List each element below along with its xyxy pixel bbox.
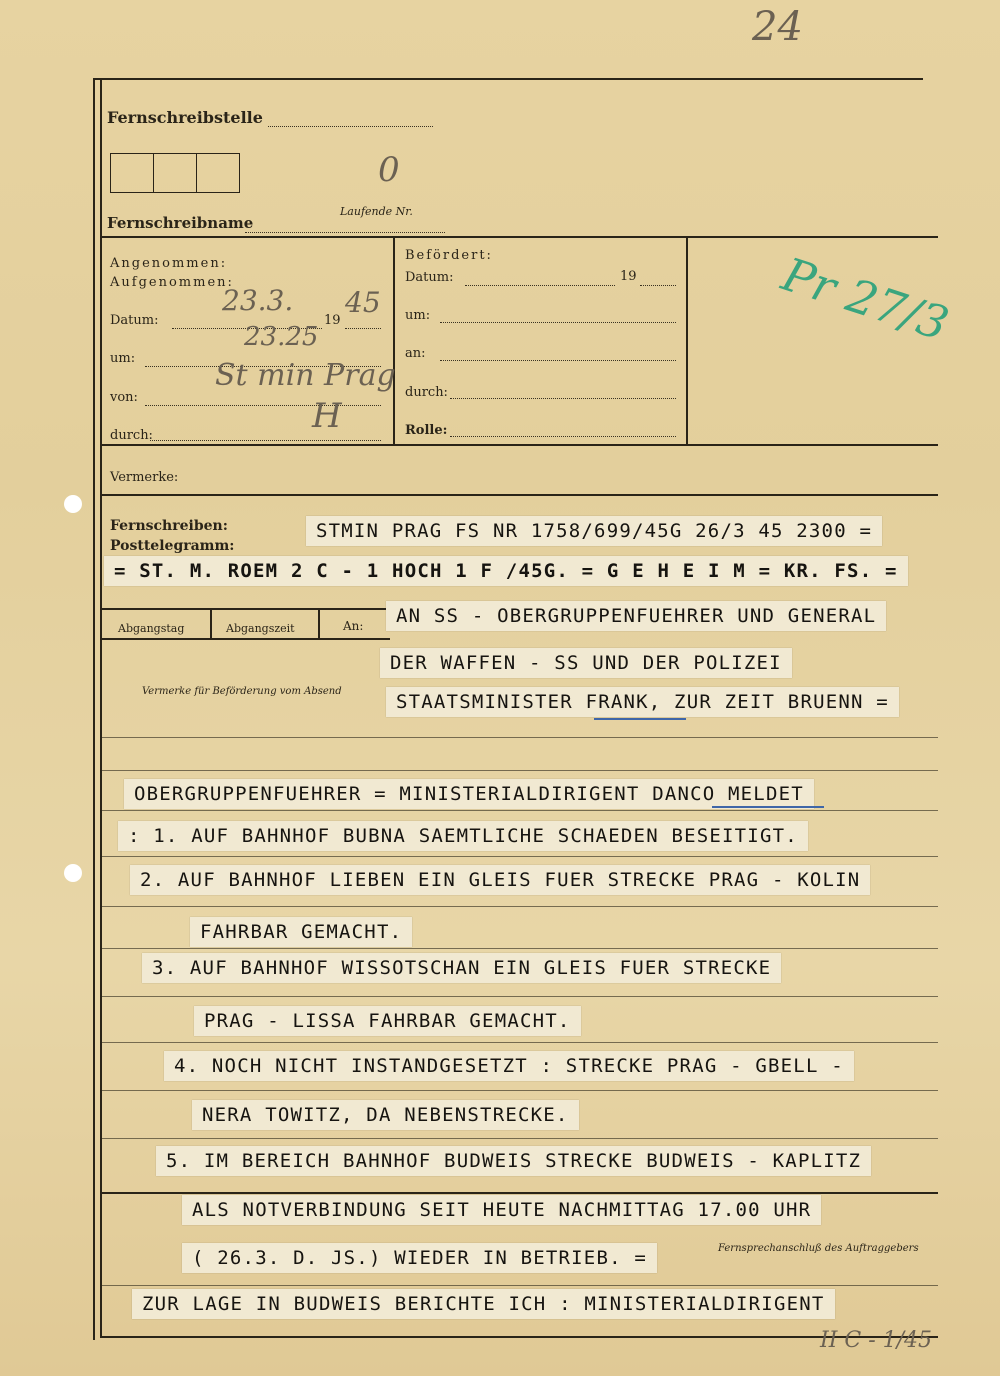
message-line-14: 5. IM BEREICH BAHNHOF BUDWEIS STRECKE BUDWEIS - KAPLITZ [156, 1146, 871, 1176]
departure-divider-1 [210, 608, 212, 638]
ruled-line-5 [100, 906, 938, 907]
bottom-reference-handwritten: II C - 1/45 [820, 1328, 933, 1353]
forwarded-by-line [450, 398, 676, 399]
ruled-line-9 [100, 1090, 938, 1091]
green-initials-handwritten: Pr 27/3 [775, 246, 956, 352]
message-line-17: ZUR LAGE IN BUDWEIS BERICHTE ICH : MINISTERIALDIRIGENT [132, 1289, 835, 1319]
departure-row-bottom [100, 638, 390, 640]
ruled-line-3 [100, 810, 938, 811]
forwarded-year-line [640, 285, 676, 286]
departure-row-top [100, 608, 390, 610]
ruled-line-10 [100, 1138, 938, 1139]
column-divider-1 [393, 236, 395, 444]
danco-pencil-underline [712, 806, 824, 808]
message-line-15: ALS NOTVERBINDUNG SEIT HEUTE NACHMITTAG 17.00 UHR [182, 1195, 821, 1225]
code-box-1 [110, 153, 154, 193]
time-label: um: [110, 351, 136, 366]
departure-time-label: Abgangszeit [226, 622, 295, 635]
to-label: An: [343, 619, 364, 633]
message-line-2: = ST. M. ROEM 2 C - 1 HOCH 1 F /45G. = G E H E I M = KR. FS. = [104, 556, 908, 586]
office-title: Fernschreibstelle [107, 108, 263, 127]
message-line-7: : 1. AUF BAHNHOF BUBNA SAEMTLICHE SCHAEDEN BESEITIGT. [118, 821, 808, 851]
punch-hole-bottom [64, 864, 82, 882]
ruled-line-7 [100, 996, 938, 997]
date-day-handwritten: 23.3. [222, 284, 294, 317]
frame-inner-left-border [100, 78, 102, 1338]
ruled-line-11 [100, 1192, 938, 1194]
ruled-line-4 [100, 856, 938, 857]
remarks-label: Vermerke: [110, 470, 179, 485]
received-section-bottom [100, 444, 938, 446]
time-handwritten: 23.25 [244, 322, 319, 352]
message-line-10: 3. AUF BAHNHOF WISSOTSCHAN EIN GLEIS FUER STRECKE [142, 953, 781, 983]
code-box-2 [153, 153, 197, 193]
taken-label: Aufgenommen: [110, 275, 234, 290]
forwarded-date-label: Datum: [405, 270, 454, 285]
column-divider-2 [686, 236, 688, 444]
telex-name-line [245, 232, 445, 233]
message-line-1: STMIN PRAG FS NR 1758/699/45G 26/3 45 2300 = [306, 516, 882, 546]
forwarded-to-label: an: [405, 346, 426, 361]
ruled-line-8 [100, 1042, 938, 1043]
running-number-label: Laufende Nr. [340, 205, 413, 218]
roll-line [450, 436, 676, 437]
forwarded-time-line [440, 322, 676, 323]
running-number-handwritten: 0 [378, 150, 400, 190]
frame-top-border [93, 78, 923, 80]
forwarded-by-label: durch: [405, 385, 448, 400]
message-line-11: PRAG - LISSA FAHRBAR GEMACHT. [194, 1006, 581, 1036]
forwarded-date-line [465, 285, 615, 286]
telex-name-label: Fernschreibname [107, 214, 254, 232]
frame-bottom-border [100, 1336, 938, 1338]
message-line-5: STAATSMINISTER FRANK, ZUR ZEIT BRUENN = [386, 687, 899, 717]
post-telegram-label: Posttelegramm: [110, 538, 235, 554]
message-line-8: 2. AUF BAHNHOF LIEBEN EIN GLEIS FUER STRECKE PRAG - KOLIN [130, 865, 870, 895]
message-line-9: FAHRBAR GEMACHT. [190, 917, 412, 947]
forwarded-label: Befördert: [405, 248, 493, 263]
by-label: durch: [110, 428, 153, 443]
date-year-handwritten: 45 [345, 286, 381, 319]
frank-pencil-underline [594, 718, 686, 720]
by-line [150, 440, 381, 441]
message-line-13: NERA TOWITZ, DA NEBENSTRECKE. [192, 1100, 579, 1130]
from-line [145, 405, 381, 406]
date-century: 19 [324, 313, 341, 328]
from-label: von: [110, 390, 138, 405]
forwarded-century: 19 [620, 269, 637, 284]
message-line-6: OBERGRUPPENFUEHRER = MINISTERIALDIRIGENT DANCO MELDET [124, 779, 814, 809]
office-title-line [268, 126, 433, 127]
roll-label: Rolle: [405, 423, 448, 438]
by-handwritten: H [312, 396, 342, 436]
code-box-3 [196, 153, 240, 193]
date-label: Datum: [110, 313, 159, 328]
archive-page-number: 24 [752, 4, 803, 50]
message-line-4: DER WAFFEN - SS UND DER POLIZEI [380, 648, 792, 678]
forwarding-note-label: Vermerke für Beförderung vom Absend [142, 686, 342, 697]
departure-day-label: Abgangstag [118, 622, 185, 635]
from-handwritten: St min Prag [215, 358, 396, 393]
header-divider [100, 236, 938, 238]
message-line-12: 4. NOCH NICHT INSTANDGESETZT : STRECKE PRAG - GBELL - [164, 1051, 854, 1081]
telex-label: Fernschreiben: [110, 518, 228, 534]
remarks-divider [100, 494, 938, 496]
phone-label: Fernsprechanschluß des Auftraggebers [718, 1243, 919, 1254]
message-line-3: AN SS - OBERGRUPPENFUEHRER UND GENERAL [386, 601, 886, 631]
ruled-line-1 [100, 737, 938, 738]
ruled-line-12 [100, 1285, 938, 1286]
message-line-16: ( 26.3. D. JS.) WIEDER IN BETRIEB. = [182, 1243, 657, 1273]
ruled-line-6 [100, 948, 938, 949]
received-label: Angenommen: [110, 256, 228, 271]
departure-divider-2 [318, 608, 320, 638]
frame-left-border [93, 78, 95, 1340]
forwarded-to-line [440, 360, 676, 361]
punch-hole-top [64, 495, 82, 513]
date-year-line [345, 328, 381, 329]
forwarded-time-label: um: [405, 308, 431, 323]
ruled-line-2 [100, 770, 938, 771]
